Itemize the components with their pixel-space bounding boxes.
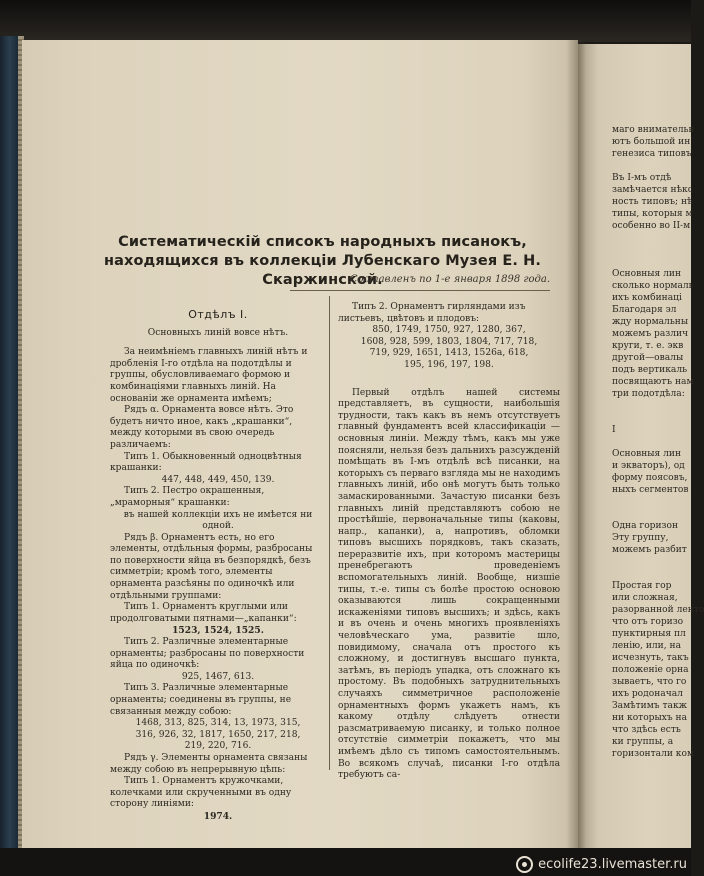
type-3b-numbers-3: 219, 220, 716. [184, 741, 252, 752]
intro-paragraph: За неимѣніемъ главныхъ линій нѣтъ и дробленія I-го отдѣла на подотдѣлы и группы, обусловливаемаго формою и комбинаціями главныхъ линій. На основаніи же орнамента имѣемъ; [110, 347, 308, 404]
row-gamma: Рядъ γ. Элементы орнамента связаны между собою въ непрерывную цѣпь: [110, 752, 308, 775]
next-page-line: замѣчается нѣкс [612, 185, 693, 195]
next-page-line: посвящаютъ нам [612, 377, 694, 387]
next-page-line: пунктирныя пл [612, 629, 686, 639]
watermark [516, 856, 687, 873]
type-1-numbers: 447, 448, 449, 450, 139. [161, 474, 275, 485]
column-rule [329, 296, 330, 770]
next-page-line: ни которыхъ на [612, 713, 688, 723]
type-1b-numbers: 1523, 1524, 1525. [172, 625, 264, 637]
type-3b-label: Типъ 3. Различные элементарные орнаменты; соединены въ группы, не связанныя между собою: [110, 683, 292, 717]
next-page-line: или сложная, [612, 593, 678, 603]
next-page-line [612, 256, 704, 268]
next-page-line: подъ вертикаль [612, 365, 688, 375]
next-page-line: можемъ различ [612, 329, 689, 339]
next-page-line: ность типовъ; нѣ [612, 197, 693, 207]
section-subtitle: Основныхъ линій вовсе нѣтъ. [147, 327, 289, 338]
next-page-line: разорванной ленто [612, 605, 704, 615]
next-page-line [612, 496, 704, 508]
gutter-shadow [566, 40, 586, 848]
type-2-label: Типъ 2. Пестро окрашенныя, „мраморныя“ крашанки: [110, 486, 265, 508]
next-page-line: горизонтали ком [612, 749, 695, 759]
next-page-line: Эту группу, [612, 533, 669, 543]
next-page-line: I [612, 425, 616, 435]
next-page-line [612, 508, 704, 520]
next-page-line: особенно во II-м [612, 221, 691, 231]
type-2r-numbers-4: 195, 196, 197, 198. [404, 359, 494, 370]
next-page-line: Въ I-мъ отдѣ [612, 173, 672, 183]
next-page-line: Замѣтимъ такж [612, 701, 687, 711]
type-2r-numbers-1: 850, 1749, 1750, 927, 1280, 367, [372, 325, 526, 336]
next-page-line: ныхъ сегментов [612, 485, 689, 495]
next-page-line: круги, т. е. экв [612, 341, 684, 351]
next-page-line: ютъ большой ин [612, 137, 691, 147]
next-page-line: ленію, или, на [612, 641, 681, 651]
page-title: Систематическій списокъ народныхъ писанокъ, находящихся въ коллекціи Лубенскаго Музея Е. Н. Скаржинской. [104, 234, 541, 288]
next-page-line: другой—овалы [612, 353, 684, 363]
next-page-line: Основныя лин [612, 269, 682, 279]
next-page-line: жду нормальны [612, 317, 689, 327]
next-page-line [612, 556, 704, 568]
next-page-line: типы, которыя м [612, 209, 693, 219]
next-page-line: положеніе орна [612, 665, 689, 675]
type-2b-label: Типъ 2. Различные элементарные орнаменты; разбросаны по поверхности яйца по одиночкѣ: [110, 637, 305, 671]
next-page-line: ихъ родоначал [612, 689, 683, 699]
title-rule [290, 290, 550, 291]
next-page-line [612, 400, 704, 412]
next-page-line: маго внимательн [612, 125, 695, 135]
row-beta: Рядъ β. Орнаментъ есть, но его элементы, отдѣльныя формы, разбросаны по поверхности яйца въ безпорядкѣ, безъ симметріи; кромѣ того, элементы орнамента разсѣяны по одиночкѣ или отдѣльными группами: [110, 532, 313, 601]
type-1b-label: Типъ 1. Орнаментъ круглыми или продолговатыми пятнами—„капанки“: [110, 602, 297, 624]
next-page-line: три подотдѣла: [612, 389, 685, 399]
right-column [338, 302, 560, 782]
type-1-label: Типъ 1. Обыкновенный одноцвѣтныя крашанки: [110, 451, 302, 474]
type-1g-numbers: 1974. [203, 810, 233, 822]
left-column [110, 302, 326, 823]
main-paragraph: Первый отдѣлъ нашей системы представляетъ, въ сущности, наибольшія трудности, такъ какъ въ немъ отсутствуетъ главный фундаментъ всей классификаціи — основныя линіи. Между тѣмъ, какъ мы уже поясняли, нельзя безъ дальнихъ разсужденій помѣщать въ I-мъ отдѣлѣ всѣ писанки, на которыхъ съ перваго взгляда мы не находимъ главныхъ линій, ибо онѣ могутъ быть только замаскированными. Зачастую писанки безъ главныхъ линій представляютъ собою не простѣйшіе, первоначальные типы (каковы, напр., капанки), а, напротивъ, обломки типовъ высшихъ порядковъ, такъ сказать, переразвитіе ихъ, при которомъ мастерицы пренебрегаютъ проведеніемъ вспомогательныхъ линій. Вообще, низшіе типы, т.-е. типы съ болѣе простою основою оказываются лишь сокращенными искаженіями типовъ высшихъ; и здѣсь, какъ и въ очень и очень многихъ проявленіяхъ человѣческаго ума, развитіе шло, повидимому, сначала отъ простого къ сложному, и достигнувъ высшаго пункта, затѣмъ, въ періодъ упадка, отъ сложнаго къ простому. Въ подобныхъ затруднительныхъ случаяхъ симметричное расположеніе орнаментныхъ формъ укажетъ намъ, къ какому отдѣлу слѣдуетъ отнести разсматриваемую писанку, и только полное отсутствіе симметріи покажетъ, что мы имѣемъ дѣло съ типомъ самостоятельнымъ. Во всякомъ случаѣ, писанки I-го отдѣла требуютъ са- [338, 387, 560, 781]
section-title: Отдѣлъ I. [188, 308, 248, 321]
next-page-line [612, 232, 704, 244]
next-page-line [612, 244, 704, 256]
watermark-text: ecolife23.livemaster.ru [538, 857, 687, 872]
right-page [578, 44, 704, 848]
livemaster-logo-icon [516, 856, 533, 873]
next-page-line: Благодаря эл [612, 305, 677, 315]
type-1g-label: Типъ 1. Орнаментъ кружочками, колечками или скрученными въ одну сторону линіями: [110, 776, 292, 810]
top-shadow [0, 0, 691, 42]
next-page-line: ихъ комбинаці [612, 293, 682, 303]
type-2r-numbers-2: 1608, 928, 599, 1803, 1804, 717, 718, [360, 336, 538, 347]
type-3b-numbers-2: 316, 926, 32, 1817, 1650, 217, 218, [135, 729, 301, 740]
next-page-line: генезиса типовъ [612, 149, 692, 159]
type-2r-label: Типъ 2. Орнаментъ гирляндами изъ листьевъ, цвѣтовъ и плодовъ: [338, 302, 526, 324]
next-page-line: можемъ разбит [612, 545, 687, 555]
next-page-line: зываетъ, что го [612, 677, 687, 687]
next-page-line: исчезнуть, такъ [612, 653, 689, 663]
next-page-line: и экваторъ), од [612, 461, 685, 471]
next-page-text [612, 124, 704, 760]
next-page-line [612, 412, 704, 424]
type-3b-numbers-1: 1468, 313, 825, 314, 13, 1973, 315, [135, 718, 301, 729]
type-2b-numbers: 925, 1467, 613. [181, 671, 255, 682]
next-page-line [612, 160, 704, 172]
page-subtitle: Составленъ по 1-е января 1898 года. [349, 274, 550, 285]
next-page-line: что отъ горизо [612, 617, 684, 627]
next-page-line: Одна горизон [612, 521, 679, 531]
next-page-line [612, 436, 704, 448]
next-page-line: форму поясовъ, [612, 473, 688, 483]
next-page-line: Основныя лин [612, 449, 682, 459]
type-2r-numbers-3: 719, 929, 1651, 1413, 1526а, 618, [369, 348, 529, 359]
next-page-line: ки группы, а [612, 737, 674, 747]
next-page-line [612, 568, 704, 580]
next-page-line: сколько нормаль [612, 281, 694, 291]
type-2-note: въ нашей коллекціи ихъ не имѣется ни одной. [123, 509, 313, 532]
next-page-line: что здѣсь есть [612, 725, 681, 735]
row-alpha: Рядъ α. Орнамента вовсе нѣтъ. Это будетъ ничто иное, какъ „крашанки“, между которыми въ свою очередь различаемъ: [110, 405, 294, 450]
next-page-line: Простая гор [612, 581, 672, 591]
